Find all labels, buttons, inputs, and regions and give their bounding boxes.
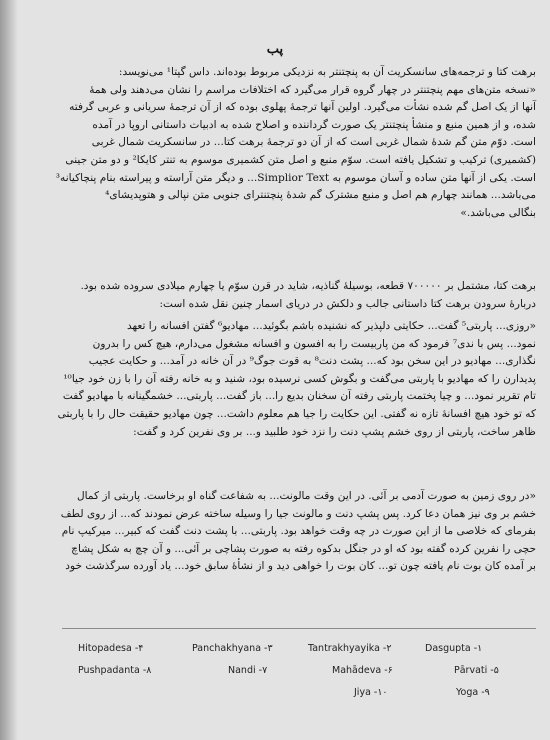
paragraph-1 <box>55 64 536 222</box>
text-line: خشم بر وی نیز همان دعا کرد. پس پشپ دنت و مالونت جیا را وسیله ساخته عرض نمودند که... از روی لطف <box>60 507 536 520</box>
text-line: شده، و از همین منبع و منشأ پنچتنتر یک صورت گرداننده و اصلاح شده به ادبیات داستانی اروپا در آمده <box>92 118 536 131</box>
page-edge-shadow <box>0 0 18 740</box>
paragraph-2 <box>62 278 536 313</box>
page-number: پب <box>266 42 284 57</box>
footnotes <box>70 643 530 703</box>
footnote-1: Dasgupta -۱ <box>425 643 483 654</box>
text-line: برهت کتا و ترجمه‌های سانسکریت آن به پنچتنتر به نزدیکی مربوط بوده‌اند. داس گپتا¹ می‌نویسد: <box>118 66 536 78</box>
footnote-6: Mahādeva -۶ <box>332 665 393 676</box>
text-line: که تو خود هیچ افسانهٔ تازه نه گفتی. این حکایت را جیا هم معلوم داشت... چون مهادیو حقیقت حال را با پاربتی <box>57 407 536 420</box>
text-line: «در روی زمین به صورت آدمی بر آئی. در این وقت مالونت... به شفاعت گناه او برخاست. پاربتی از کمال <box>76 490 536 502</box>
text-line: پدیدارن را که مهادیو با پاربتی می‌گفت و بگوش کسی نرسیده بود، شنید و به خانه رفته آن را با زن خود جیا¹⁰ <box>63 372 536 385</box>
body-text <box>55 64 536 222</box>
text-line: برهت کتا، مشتمل بر ۷۰۰۰۰۰ قطعه، بوسیلهٔ گناذیه، شاید در قرن سوّم یا چهارم میلادی سروده شده بود. <box>80 280 536 292</box>
paragraph-4 <box>62 488 536 576</box>
footnote-2: Tantrakhyayika -۲ <box>308 643 392 654</box>
text-line: ظاهر ساخت، پاربتی از روی خشم پشپ دنت را نزد خود طلبید و... بر وی نفرین کرد و گفت: <box>133 425 536 438</box>
footnote-8: Pushpadanta -۸ <box>78 665 152 676</box>
footnote-9: Yoga -۹ <box>456 687 490 698</box>
footnote-3: Panchakhyana -۳ <box>192 643 273 654</box>
text-line: حچی را نفرین کرده گفته بود که او در جنگل بدکوه رفته به صورت پشاچی بر آئی... و آن چچ به شکل پشاچ <box>71 542 536 555</box>
text-line: «نسخه متن‌های مهم پنچتنتر در چهار گروه قرار می‌گیرد که اختلافات مراسم را نشان می‌دهند ولی همهٔ <box>89 83 536 96</box>
text-line: بر آمده کان بوت نام یافته چون تو... کان بوت را خواهی دید و از نشأهٔ سابق خود... یاد آورده سرگذشت خود <box>65 560 536 573</box>
paragraph-3 <box>57 318 536 441</box>
body-text <box>57 318 536 441</box>
text-line: است. دوّم متن گم شدهٔ شمال غربی است که از آن دو ترجمهٔ برهت کتا... در سانسکریت شمال غربی <box>91 136 536 149</box>
text-line: است. یکی از آنها متن ساده و آسان موسوم به Simplior Text... و دیگر متن آراسته و پیراسته بنام پنچاکیانه³ <box>55 171 536 184</box>
text-line: نمود... پس با ندی⁷ فرمود که من پاربیست را به افسون و افسانه مشغول می‌دارم، هیچ کس را بدرون <box>92 337 536 350</box>
text-line: تام تقریر نمود... و چیا پختمت پاربتی رفته آن سخنان بدیع را... باز گفت... پاربتی... خشمگینانه با مهادیو گفت <box>62 390 536 403</box>
text-line: بفرمای که خلاصی ما از این صورت در چه وقت خواهد بود. پاربتی... با پشت دنت گفت که کبیر... میرکیپ نام <box>61 525 536 538</box>
text-line: (کشمیری) ترکیب و تشکیل یافته است. سوّم منبع و اصل متن کشمیری موسوم به تنتر کایکا² و دو متن جینی <box>65 153 536 166</box>
text-line: بنگالی می‌باشد.» <box>460 206 536 219</box>
text-line: نگذاری... مهادیو در این سخن بود که... پشت دنت⁸ به قوت جوگ⁹ در آن خانه در آمد... و حکایت عجیب <box>88 355 536 368</box>
footnote-divider <box>62 628 536 629</box>
body-text <box>62 278 536 313</box>
text-line: «روزی... پاربتی⁵ گفت... حکایتی دلپذیر که نشنیده باشم بگوئید... مهادیو⁶ گفتن افسانه را تعهد <box>126 320 536 332</box>
footnote-7: Nandi -۷ <box>228 665 268 676</box>
text-line: می‌باشد... همانند چهارم هم اصل و منبع مشترک گم شدهٔ پنچتنترای جنوبی متن نپالی و هتوپدیشای⁴ <box>105 189 536 202</box>
text-line: دربارهٔ سرودن برهت کتا داستانی جالب و دلکش در دریای اسمار چنین نقل شده است: <box>159 297 536 310</box>
footnote-4: Hitopadesa -۴ <box>78 643 144 654</box>
footnote-10: Jiya -۱۰ <box>354 687 388 698</box>
footnote-5: Pārvati -۵ <box>454 665 499 676</box>
body-text <box>62 488 536 576</box>
text-line: آنها از یک اصل گم شده نشأت می‌گیرد. اولین آنها ترجمهٔ پهلوی بوده که از آن ترجمهٔ سریانی و عربی گرفته <box>69 101 536 114</box>
